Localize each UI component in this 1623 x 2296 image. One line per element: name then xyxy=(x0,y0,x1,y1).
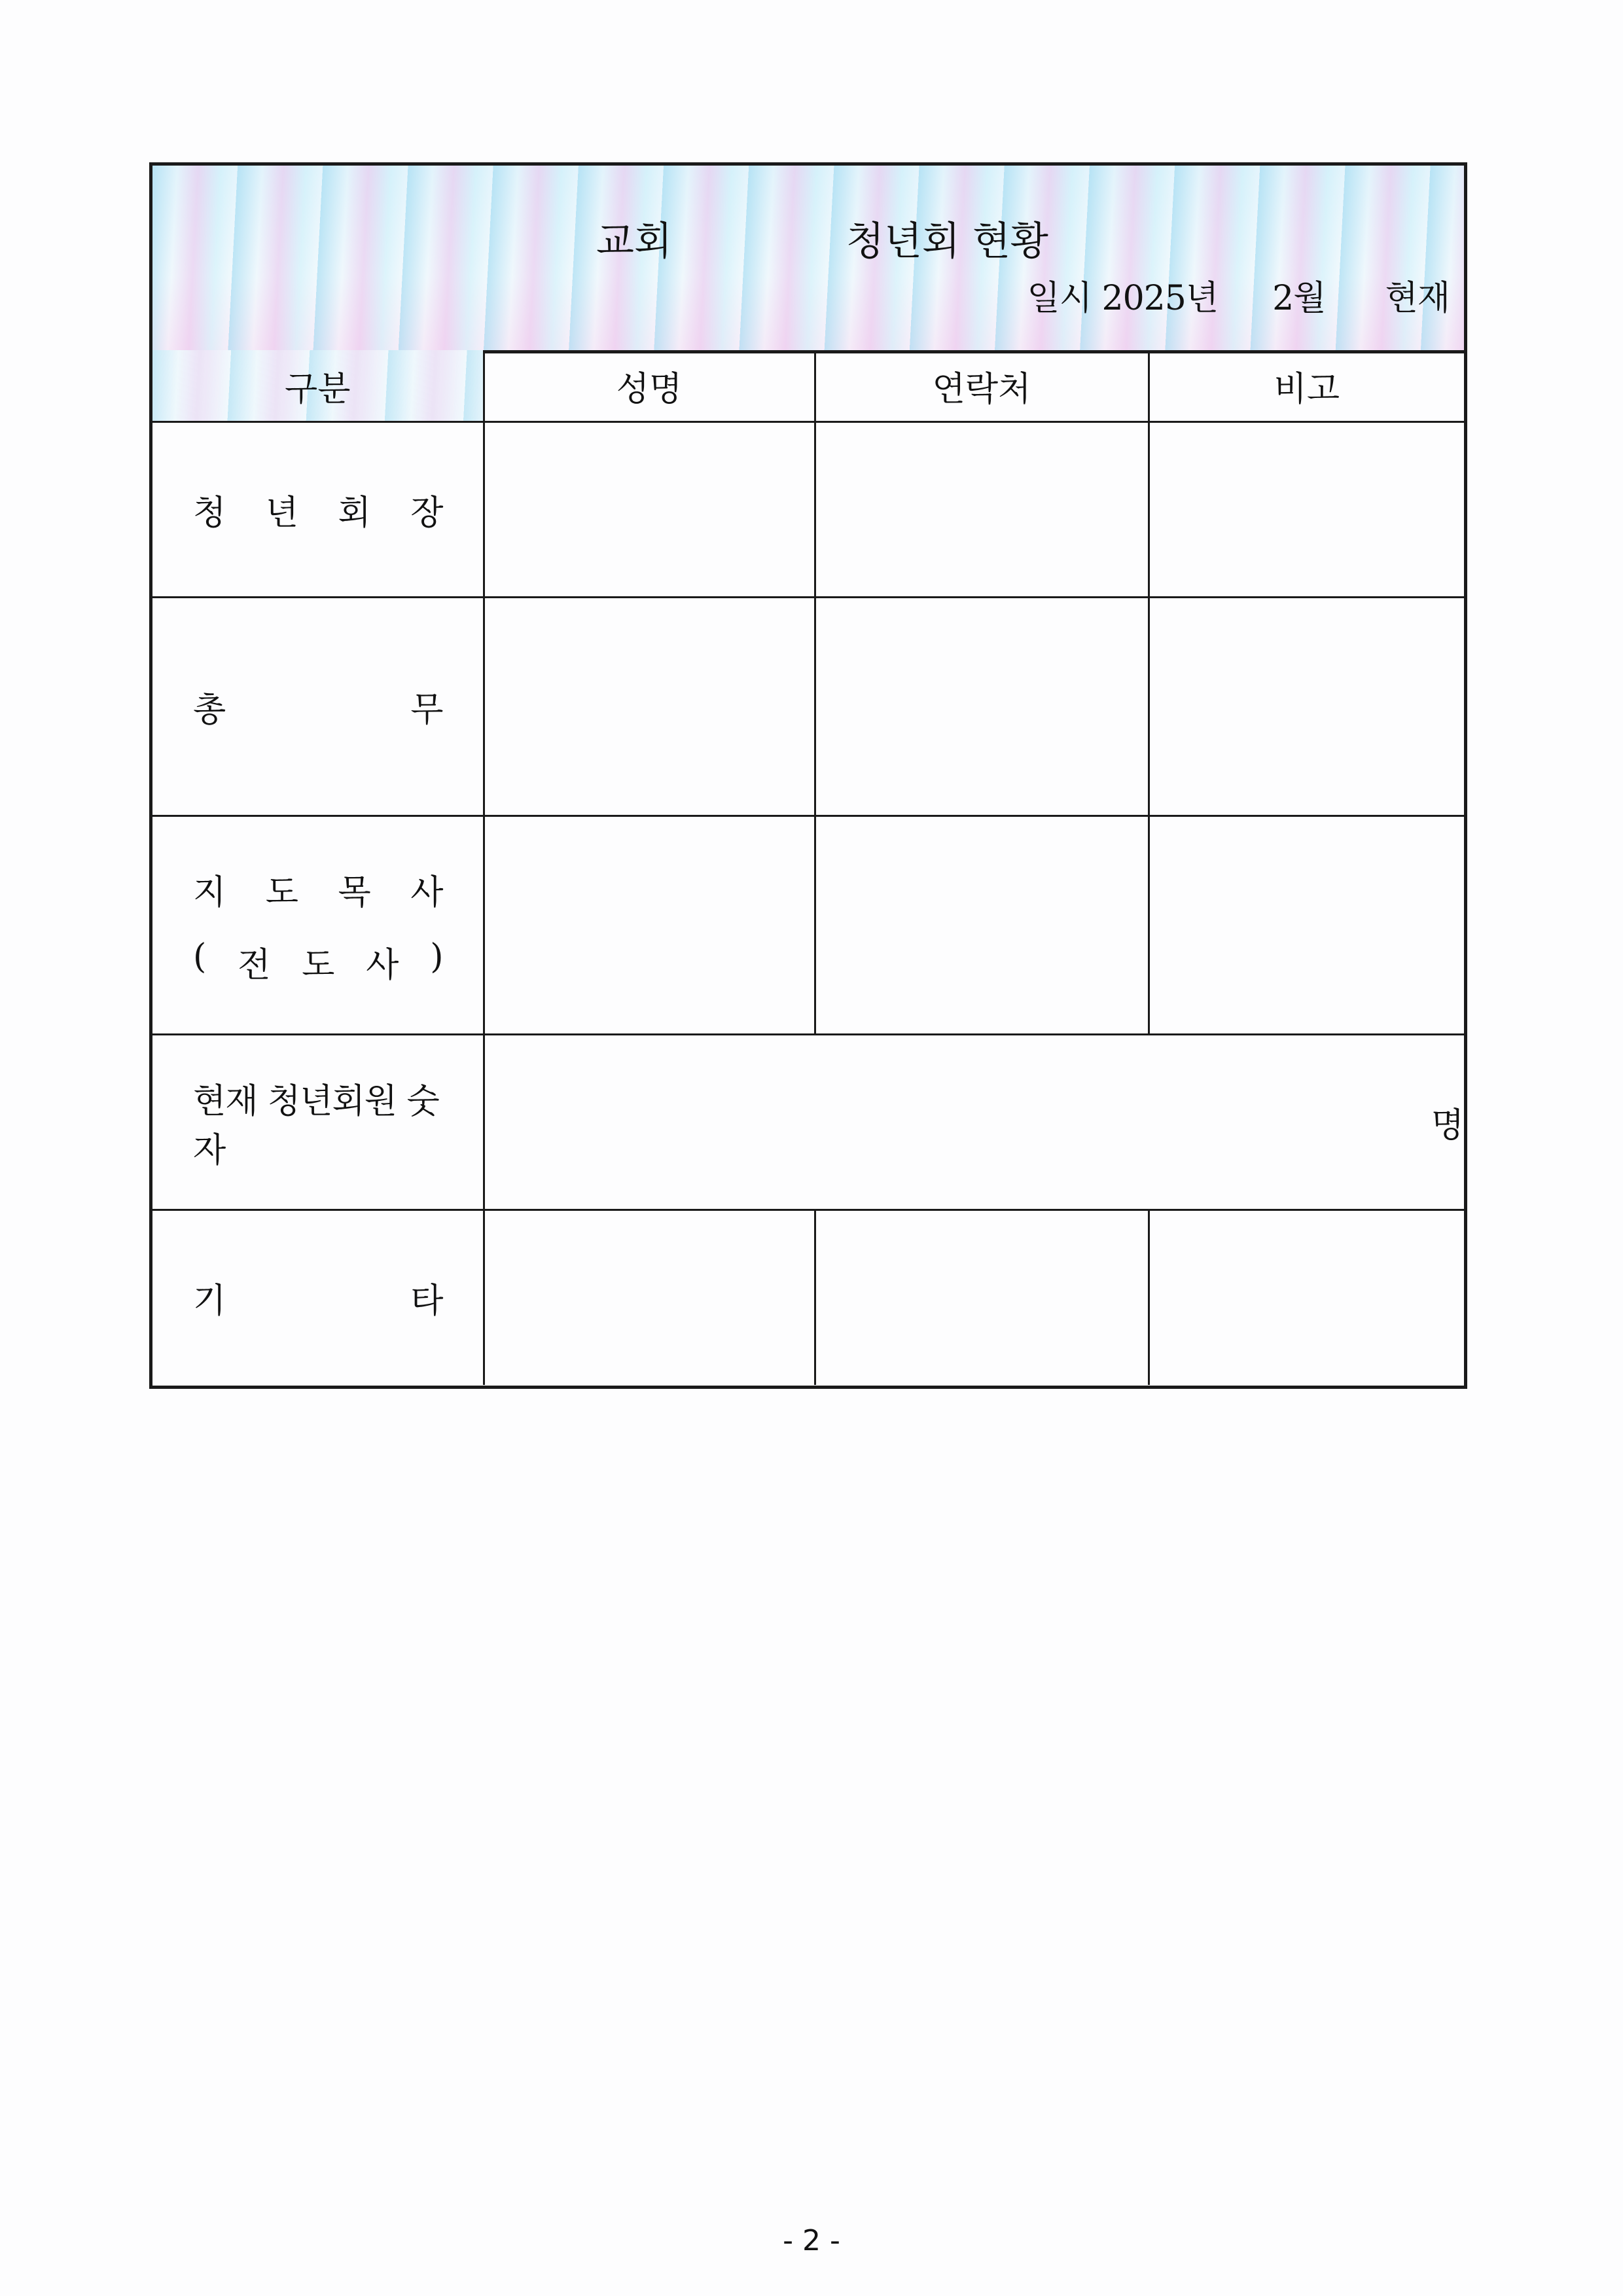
date-prefix: 일시 2025년 xyxy=(1027,279,1219,318)
date-month: 2월 xyxy=(1272,279,1326,318)
col-header-category: 구분 xyxy=(152,350,484,422)
youth-status-form xyxy=(149,162,1467,1389)
row-label-other: 기 타 xyxy=(152,1210,484,1385)
status-table xyxy=(152,350,1464,1385)
row-president xyxy=(152,422,1464,598)
row-label-secretary: 총 무 xyxy=(152,598,484,816)
col-header-contact: 연락처 xyxy=(815,350,1149,422)
president-note-cell[interactable] xyxy=(1149,422,1464,598)
col-header-note: 비고 xyxy=(1149,350,1464,422)
col-header-name: 성명 xyxy=(484,350,815,422)
form-heading: 청년회 현황 xyxy=(846,219,1048,264)
other-contact-cell[interactable] xyxy=(815,1210,1149,1385)
row-label-pastor: 지 도 목 사 ( 전 도 사 ) xyxy=(152,816,484,1035)
title-band xyxy=(152,166,1464,353)
date-line xyxy=(1027,270,1450,319)
row-other xyxy=(152,1210,1464,1385)
secretary-name-cell[interactable] xyxy=(484,598,815,816)
member-count-cell[interactable] xyxy=(484,1035,1464,1210)
row-label-president: 청 년 회 장 xyxy=(152,422,484,598)
pastor-name-cell[interactable] xyxy=(484,816,815,1035)
row-pastor xyxy=(152,816,1464,1035)
date-suffix: 현재 xyxy=(1385,279,1450,318)
secretary-contact-cell[interactable] xyxy=(815,598,1149,816)
pastor-contact-cell[interactable] xyxy=(815,816,1149,1035)
other-note-cell[interactable] xyxy=(1149,1210,1464,1385)
page-number: - 2 - xyxy=(783,2224,840,2257)
president-name-cell[interactable] xyxy=(484,422,815,598)
row-secretary xyxy=(152,598,1464,816)
header-row xyxy=(152,350,1464,422)
row-label-member-count: 현재 청년회원 숫자 xyxy=(152,1035,484,1210)
other-name-cell[interactable] xyxy=(484,1210,815,1385)
secretary-note-cell[interactable] xyxy=(1149,598,1464,816)
pastor-note-cell[interactable] xyxy=(1149,816,1464,1035)
church-name-label: 교회 xyxy=(596,219,672,264)
president-contact-cell[interactable] xyxy=(815,422,1149,598)
member-count-unit: 명 xyxy=(1431,1106,1464,1145)
row-member-count xyxy=(152,1035,1464,1210)
